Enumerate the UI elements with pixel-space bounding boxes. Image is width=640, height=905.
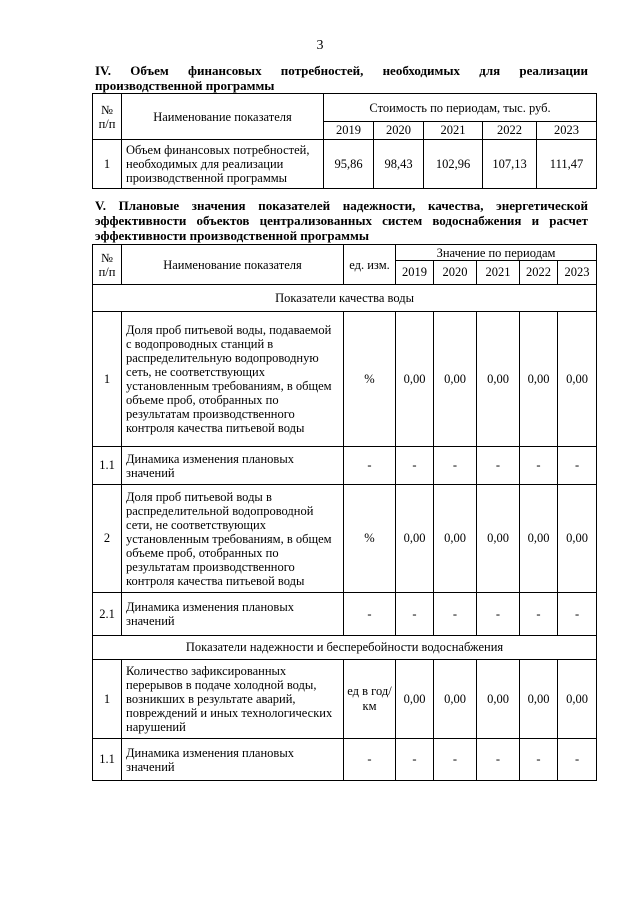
year-header: 2019 [324, 122, 374, 140]
value-cell: 0,00 [396, 485, 434, 593]
group-title: Показатели качества воды [93, 285, 597, 312]
value-cell: 0,00 [396, 312, 434, 447]
year-header: 2019 [396, 261, 434, 285]
section-5-heading: V. Плановые значения показателей надежности, качества, энергетической эффективности объектов централизованных систем водоснабжения и расчет эффективности производственной программы [95, 198, 588, 243]
value-cell: 0,00 [558, 660, 597, 739]
row-name: Объем финансовых потребностей, необходимых для реализации производственной программы [122, 140, 324, 189]
value-cell: - [396, 593, 434, 636]
value-cell: - [558, 593, 597, 636]
value-cell: 0,00 [434, 660, 477, 739]
value-cell: 0,00 [434, 312, 477, 447]
unit-cell: - [344, 593, 396, 636]
value-cell: - [434, 593, 477, 636]
row-number: 1 [93, 140, 122, 189]
value-cell: 0,00 [477, 660, 520, 739]
row-number: 2.1 [93, 593, 122, 636]
table-row [93, 447, 597, 485]
page-number: 3 [316, 38, 324, 53]
section-4-heading: IV. Объем финансовых потребностей, необходимых для реализации производственной программы [95, 63, 588, 93]
value-cell: - [396, 447, 434, 485]
value-cell: 0,00 [520, 660, 558, 739]
value-cell: - [477, 447, 520, 485]
row-number: 1 [93, 660, 122, 739]
value-cell: 107,13 [483, 140, 537, 189]
table-row [93, 140, 597, 189]
column-header-number: № п/п [93, 94, 122, 140]
year-header: 2022 [483, 122, 537, 140]
column-header-number: № п/п [93, 245, 122, 285]
value-cell: - [558, 739, 597, 781]
value-cell: 95,86 [324, 140, 374, 189]
table-row [93, 485, 597, 593]
value-cell: 0,00 [558, 485, 597, 593]
column-header-periods: Значение по периодам [396, 245, 597, 261]
value-cell: 0,00 [434, 485, 477, 593]
unit-cell: - [344, 739, 396, 781]
value-cell: - [396, 739, 434, 781]
year-header: 2023 [558, 261, 597, 285]
unit-cell: % [344, 312, 396, 447]
value-cell: 0,00 [520, 312, 558, 447]
value-cell: 111,47 [537, 140, 597, 189]
year-header: 2023 [537, 122, 597, 140]
table-row [93, 660, 597, 739]
value-cell: - [477, 593, 520, 636]
value-cell: 0,00 [558, 312, 597, 447]
unit-cell: - [344, 447, 396, 485]
value-cell: - [477, 739, 520, 781]
row-number: 1 [93, 312, 122, 447]
row-name: Динамика изменения плановых значений [122, 447, 344, 485]
column-header-name: Наименование показателя [122, 245, 344, 285]
value-cell: 0,00 [477, 485, 520, 593]
table-row [93, 593, 597, 636]
row-name: Доля проб питьевой воды, подаваемой с водопроводных станций в распределительную водопроводную сеть, не соответствующих установленным требованиям, в общем объеме проб, отобранных по результатам производственного контроля качества питьевой воды [122, 312, 344, 447]
value-cell: - [520, 447, 558, 485]
year-header: 2021 [477, 261, 520, 285]
year-header: 2020 [434, 261, 477, 285]
row-name: Доля проб питьевой воды в распределительной водопроводной сети, не соответствующих установленным требованиям, в общем объеме проб, отобранных по результатам производственного контроля качества питьевой воды [122, 485, 344, 593]
value-cell: - [434, 447, 477, 485]
value-cell: - [434, 739, 477, 781]
value-cell: 102,96 [424, 140, 483, 189]
value-cell: - [520, 739, 558, 781]
row-name: Количество зафиксированных перерывов в подаче холодной воды, возникших в результате аварий, повреждений и иных технологических нарушений [122, 660, 344, 739]
column-header-cost: Стоимость по периодам, тыс. руб. [324, 94, 597, 122]
column-header-name: Наименование показателя [122, 94, 324, 140]
year-header: 2020 [374, 122, 424, 140]
value-cell: 0,00 [477, 312, 520, 447]
value-cell: 0,00 [396, 660, 434, 739]
year-header: 2021 [424, 122, 483, 140]
reliability-indicators-table [92, 244, 597, 781]
value-cell: - [558, 447, 597, 485]
value-cell: 0,00 [520, 485, 558, 593]
value-cell: - [520, 593, 558, 636]
row-number: 1.1 [93, 447, 122, 485]
column-header-unit: ед. изм. [344, 245, 396, 285]
row-number: 2 [93, 485, 122, 593]
table-row [93, 312, 597, 447]
table-row [93, 739, 597, 781]
row-number: 1.1 [93, 739, 122, 781]
row-name: Динамика изменения плановых значений [122, 739, 344, 781]
unit-cell: ед в год/ км [344, 660, 396, 739]
value-cell: 98,43 [374, 140, 424, 189]
row-name: Динамика изменения плановых значений [122, 593, 344, 636]
group-title: Показатели надежности и бесперебойности водоснабжения [93, 636, 597, 660]
year-header: 2022 [520, 261, 558, 285]
financial-needs-table [92, 93, 597, 189]
unit-cell: % [344, 485, 396, 593]
